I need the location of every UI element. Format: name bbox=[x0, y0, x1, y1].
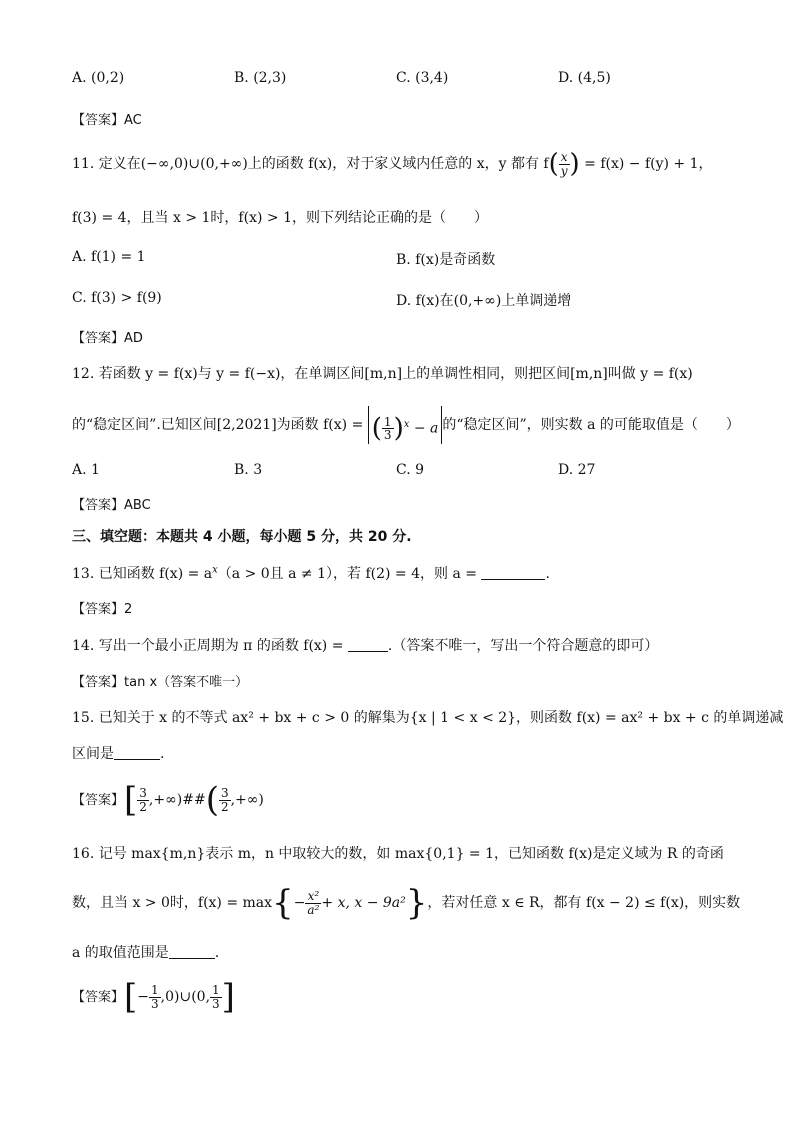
answer-tag: 【答案】 bbox=[72, 498, 125, 513]
q12-stem-line2 bbox=[72, 403, 754, 447]
answer-fraction: $\frac{3}{2}$ bbox=[220, 785, 229, 814]
answer-tag: 【答案】 bbox=[72, 990, 125, 1005]
q11-option-c: C. f(3) > f(9) bbox=[72, 290, 162, 306]
q14-blank bbox=[348, 637, 388, 652]
q11-option-d: D. f(x)在(0,+∞)上单调递增 bbox=[396, 293, 572, 309]
answer-value: ABC bbox=[124, 498, 151, 513]
q12-option-a: A. 1 bbox=[72, 462, 100, 478]
q12-option-b: B. 3 bbox=[234, 462, 263, 478]
section-three-heading: 三、填空题：本题共 4 小题，每小题 5 分，共 20 分. bbox=[72, 529, 412, 545]
answer-value: AD bbox=[124, 331, 143, 346]
q11-option-a: A. f(1) = 1 bbox=[72, 249, 146, 265]
q10-options bbox=[72, 70, 762, 94]
q14-answer bbox=[72, 671, 754, 690]
q13-answer bbox=[72, 598, 754, 617]
q12-stem-text: 的“稳定区间”.已知区间[2,2021]为函数 f(x) = bbox=[72, 417, 364, 433]
q11-option-b: B. f(x)是奇函数 bbox=[396, 252, 496, 268]
q15-answer: 【答案】[ $\frac{3}{2}$ ,+∞)##( $\frac{3}{2}$ ,+∞) bbox=[72, 780, 264, 820]
q12-options bbox=[72, 462, 762, 486]
q11-stem-line1: 11. 定义在(−∞,0)∪(0,+∞)上的函数 f(x)，对于家义域内任意的 x，y 都有 f( $\frac{x}{y}$ ) = f(x) − f(y) + 1， bbox=[72, 149, 713, 179]
q12-fraction: $\frac{1}{3}$ bbox=[383, 414, 392, 443]
answer-fraction: $\frac{3}{2}$ bbox=[139, 785, 147, 814]
q11-options-row1 bbox=[72, 249, 762, 273]
q11-stem-tail: = f(x) − f(y) + 1， bbox=[584, 156, 713, 172]
q12-stem-tail: 的“稳定区间”，则实数 a 的可能取值是（ ） bbox=[442, 417, 740, 433]
q11-stem-text: 11. 定义在(−∞,0)∪(0,+∞)上的函数 f(x)，对于家义域内任意的 x，y 都有 f bbox=[72, 156, 549, 172]
q10-option-c: C. (3,4) bbox=[396, 70, 449, 86]
answer-fraction: $\frac{1}{3}$ bbox=[151, 982, 159, 1011]
q12-stem-line1: 12. 若函数 y = f(x)与 y = f(−x)，在单调区间[m,n]上的单调性相同，则把区间[m,n]叫做 y = f(x) bbox=[72, 366, 693, 382]
q13-blank bbox=[481, 565, 545, 580]
q12-option-c: C. 9 bbox=[396, 462, 425, 478]
answer-value: tan x（答案不唯一） bbox=[124, 675, 249, 690]
q15-stem-line2: 区间是 . bbox=[72, 746, 165, 762]
answer-value: AC bbox=[124, 113, 142, 128]
answer-tag: 【答案】 bbox=[72, 602, 125, 617]
q16-answer: 【答案】[− $\frac{1}{3}$ ,0)∪(0, $\frac{1}{3}$ ] bbox=[72, 977, 235, 1017]
q16-stem-line1: 16. 记号 max{m,n}表示 m，n 中取较大的数，如 max{0,1} = 1，已知函数 f(x)是定义域为 R 的奇函 bbox=[72, 846, 724, 862]
q12-abs-expression: ( $\frac{1}{3}$ )$^x$ − a bbox=[368, 406, 443, 444]
q16-blank bbox=[169, 944, 215, 959]
answer-tag: 【答案】 bbox=[72, 793, 125, 808]
q10-option-b: B. (2,3) bbox=[234, 70, 287, 86]
q15-blank bbox=[114, 745, 160, 760]
answer-tag: 【答案】 bbox=[72, 113, 125, 128]
q11-options-row2 bbox=[72, 290, 762, 314]
q10-option-a: A. (0,2) bbox=[72, 70, 125, 86]
answer-tag: 【答案】 bbox=[72, 331, 125, 346]
answer-value: 2 bbox=[124, 602, 133, 617]
q11-fraction: $\frac{x}{y}$ bbox=[560, 149, 568, 178]
q12-option-d: D. 27 bbox=[558, 462, 596, 478]
answer-fraction: $\frac{1}{3}$ bbox=[212, 982, 220, 1011]
q12-answer bbox=[72, 494, 754, 513]
q11-answer bbox=[72, 327, 754, 346]
q13-stem: 13. 已知函数 $f(x) = a^x(a > 0$且 a ≠ 1），若 f(2) = 4，则 a = . bbox=[72, 564, 550, 582]
answer-tag: 【答案】 bbox=[72, 675, 125, 690]
q10-option-d: D. (4,5) bbox=[558, 70, 611, 86]
q16-stem-line3: a 的取值范围是 . bbox=[72, 945, 220, 961]
q10-answer bbox=[72, 109, 754, 128]
q14-stem: 14. 写出一个最小正周期为 π 的函数 f(x) = .（答案不唯一，写出一个符合题意的即可） bbox=[72, 638, 659, 654]
q16-stem-line2: 数，且当 x > 0时，f(x) = max{− $\frac{\text{x²}}{\text{a²}}$ + x, x − 9a²}，若对任意 x ∈ R，都有 f(x − 2) ≤ f(x)，则实数 bbox=[72, 883, 741, 923]
q16-fraction: $\frac{\text{x²}}{\text{a²}}$ bbox=[307, 888, 320, 917]
q11-stem-line2: f(3) = 4，且当 x > 1时，f(x) > 1，则下列结论正确的是（ ） bbox=[72, 210, 488, 226]
q15-stem-line1: 15. 已知关于 x 的不等式 ax² + bx + c > 0 的解集为{x | 1 < x < 2}，则函数 f(x) = ax² + bx + c 的单调递减 bbox=[72, 710, 784, 726]
